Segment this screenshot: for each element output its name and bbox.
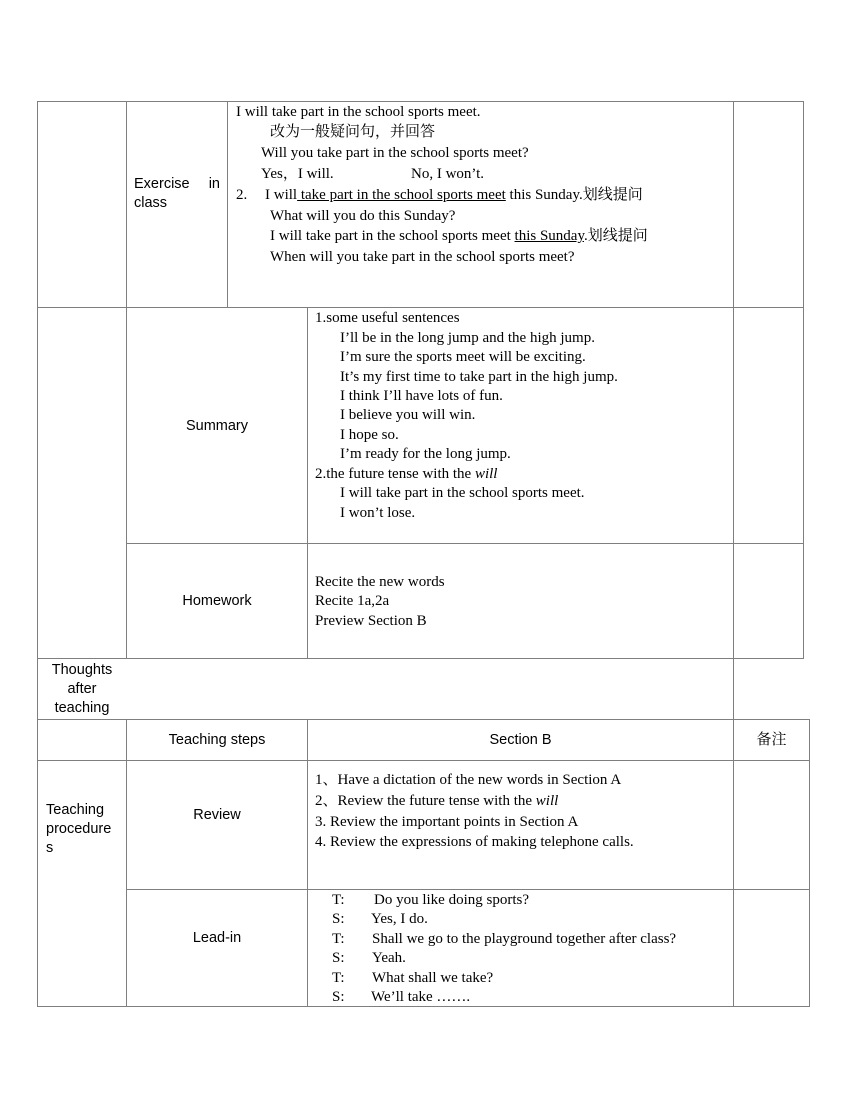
- rule: [126, 889, 810, 890]
- thoughts-word: after: [67, 681, 97, 697]
- exercise-label-word: in: [208, 176, 220, 192]
- exercise-line: Will you take part in the school sports meet?: [261, 145, 529, 161]
- exercise-text: I will: [265, 187, 298, 203]
- exercise-line: What will you do this Sunday?: [270, 208, 456, 224]
- procedures-word: s: [46, 840, 54, 856]
- exercise-label-word: Exercise: [134, 176, 190, 192]
- dialogue-line: Yes, I do.: [371, 911, 428, 927]
- summary-line: [315, 465, 497, 484]
- summary-line: I think I’ll have lots of fun.: [340, 388, 503, 404]
- underlined-phrase: this Sunday: [514, 228, 584, 244]
- italic-word: will: [535, 793, 559, 809]
- dialogue-line: Do you like doing sports?: [374, 892, 529, 908]
- rule: [307, 719, 308, 1007]
- exercise-line: When will you take part in the school sports meet?: [270, 249, 575, 265]
- rule: [307, 307, 308, 659]
- exercise-line-number: 2.: [236, 187, 248, 203]
- underlined-phrase: take part in the school sports meet: [297, 187, 506, 203]
- dialogue-speaker: S:: [332, 989, 345, 1005]
- exercise-line: I will take part in the school sports meet.: [236, 104, 481, 120]
- rule: [126, 543, 804, 544]
- review-text: 2、Review the future tense with the: [315, 793, 536, 809]
- summary-line: It’s my first time to take part in the high jump.: [340, 369, 618, 385]
- rule: [37, 719, 810, 720]
- summary-line: I’m sure the sports meet will be exciting.: [340, 349, 586, 365]
- review-line: 4. Review the expressions of making telephone calls.: [315, 834, 634, 850]
- exercise-line: 改为一般疑问句，并回答: [270, 124, 436, 140]
- summary-line: I hope so.: [340, 427, 399, 443]
- summary-line: I’ll be in the long jump and the high jump.: [340, 330, 595, 346]
- rule: [126, 719, 127, 1007]
- summary-line: 1.some useful sentences: [315, 310, 460, 326]
- homework-label: Homework: [182, 593, 252, 609]
- rule: [37, 760, 810, 761]
- homework-line: Recite the new words: [315, 574, 445, 590]
- procedures-word: Teaching: [46, 802, 105, 818]
- dialogue-speaker: T:: [332, 931, 345, 947]
- rule: [126, 101, 127, 659]
- thoughts-word: Thoughts: [51, 662, 113, 678]
- review-line: 1、Have a dictation of the new words in Section A: [315, 772, 622, 788]
- leadin-label: Lead-in: [192, 930, 242, 946]
- homework-line: Recite 1a,2a: [315, 593, 390, 609]
- rule: [803, 101, 804, 659]
- dialogue-speaker: S:: [332, 911, 345, 927]
- thoughts-label: [38, 661, 126, 718]
- dialogue-speaker: T:: [332, 970, 345, 986]
- italic-word: will: [474, 466, 498, 482]
- exercise-label: [134, 175, 220, 213]
- header-teaching-steps: Teaching steps: [168, 732, 266, 748]
- rule: [37, 101, 38, 1007]
- exercise-line: No, I won’t.: [411, 166, 485, 182]
- rule: [809, 719, 810, 1007]
- dialogue-line: Shall we go to the playground together after class?: [372, 931, 677, 947]
- dialogue-line: We’ll take …….: [371, 989, 471, 1005]
- summary-line: I’m ready for the long jump.: [340, 446, 511, 462]
- dialogue-speaker: T:: [332, 892, 345, 908]
- homework-line: Preview Section B: [315, 613, 427, 629]
- review-line: [315, 792, 558, 811]
- exercise-text: .划线提问: [583, 228, 648, 244]
- summary-text: 2.the future tense with the: [315, 466, 475, 482]
- exercise-line: Yes，I will.: [261, 166, 334, 182]
- summary-line: I believe you will win.: [340, 407, 476, 423]
- exercise-text: this Sunday.划线提问: [505, 187, 643, 203]
- summary-label: Summary: [185, 418, 249, 434]
- dialogue-line: Yeah.: [372, 950, 406, 966]
- procedures-word: procedure: [46, 821, 112, 837]
- exercise-line: [270, 227, 648, 246]
- summary-line: I won’t lose.: [340, 505, 416, 521]
- procedures-label: [46, 801, 111, 858]
- review-label: Review: [193, 807, 241, 823]
- rule: [37, 101, 804, 102]
- header-notes: 备注: [756, 732, 787, 748]
- exercise-text: I will take part in the school sports meet: [270, 228, 515, 244]
- summary-line: I will take part in the school sports meet.: [340, 485, 585, 501]
- exercise-line: [265, 186, 643, 205]
- rule: [37, 658, 804, 659]
- review-line: 3. Review the important points in Section A: [315, 814, 579, 830]
- rule: [733, 101, 734, 1007]
- thoughts-word: teaching: [54, 700, 110, 716]
- exercise-label-word: class: [134, 195, 168, 211]
- rule: [227, 101, 228, 308]
- dialogue-speaker: S:: [332, 950, 345, 966]
- dialogue-line: What shall we take?: [372, 970, 494, 986]
- header-section: Section B: [489, 732, 552, 748]
- rule: [37, 307, 804, 308]
